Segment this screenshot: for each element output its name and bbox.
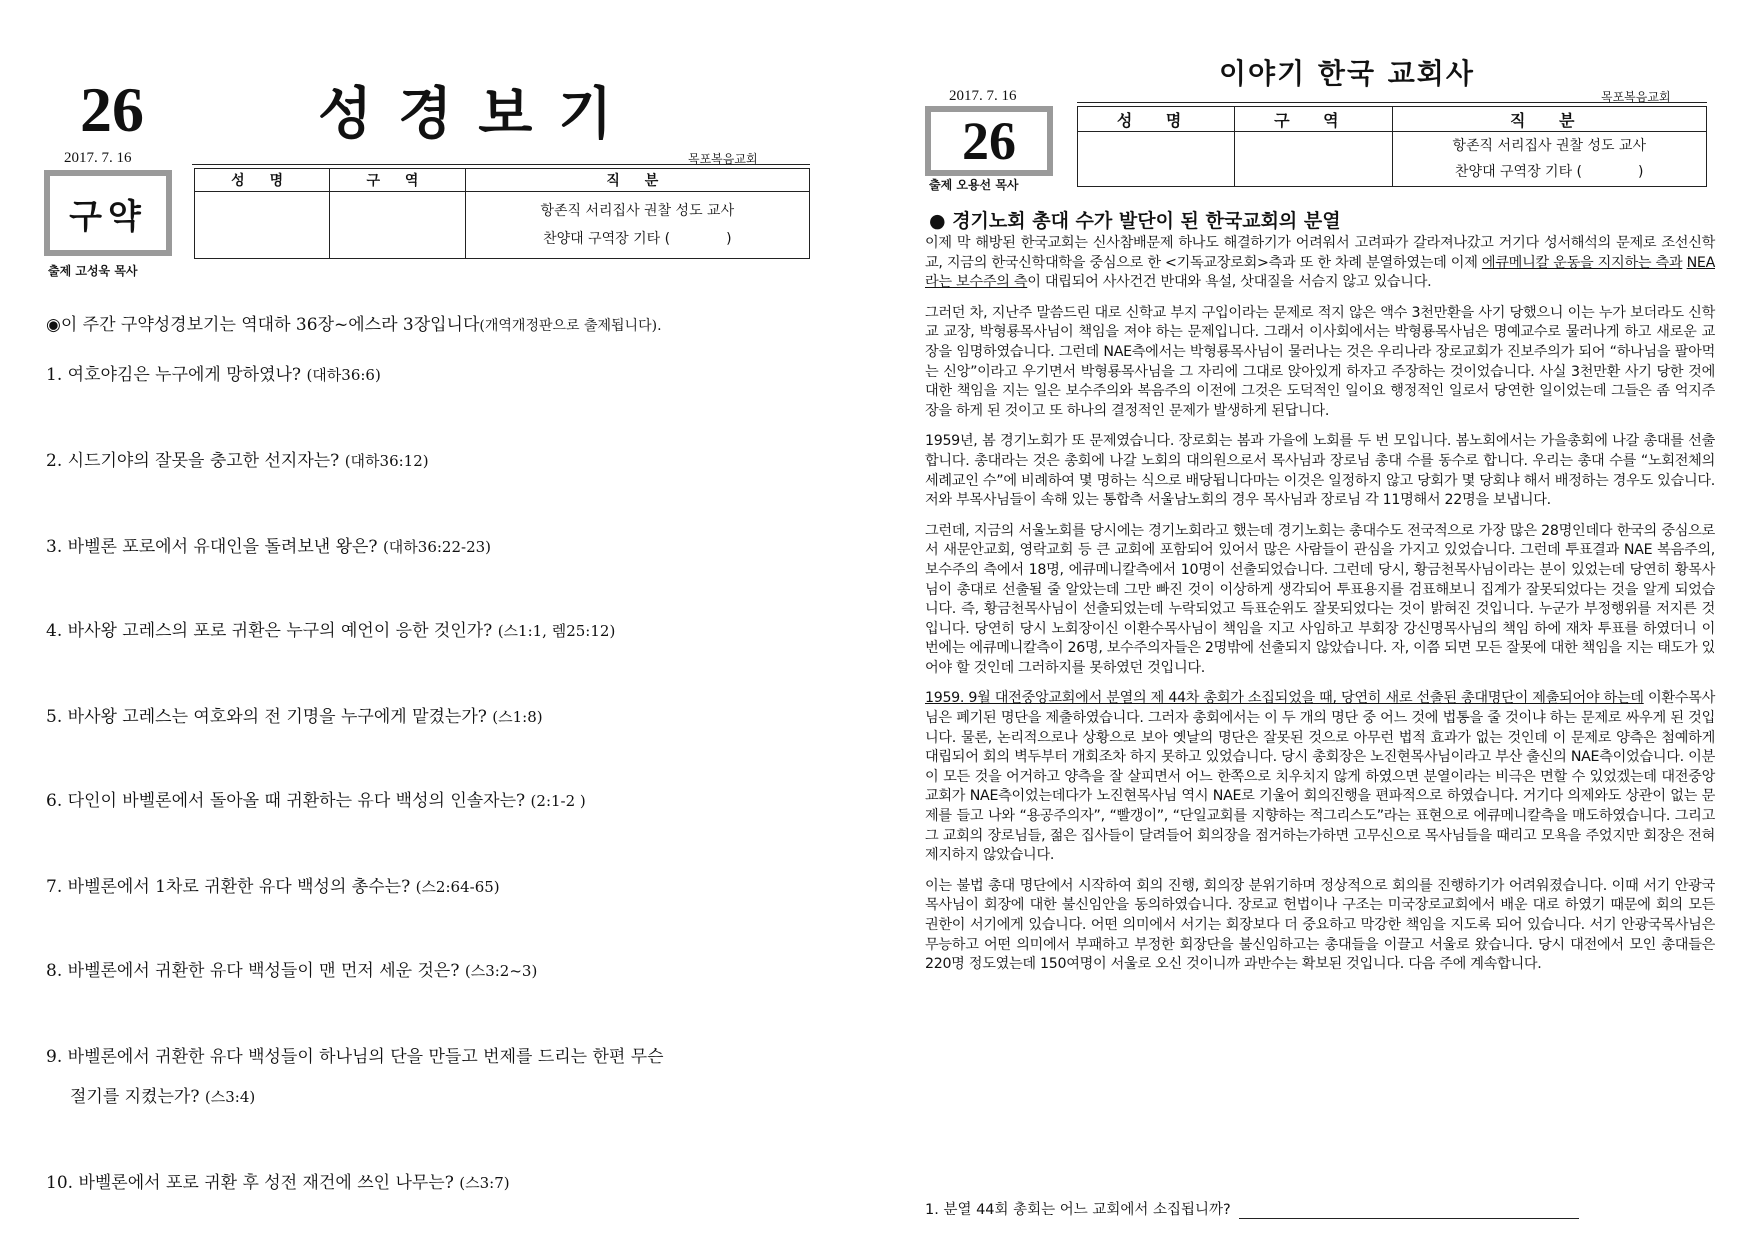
question-number: 9. <box>46 1047 63 1067</box>
position-options[interactable] <box>1392 132 1707 187</box>
page-title: 성경보기 <box>318 81 639 147</box>
question-ref: (스3:4) <box>204 1088 256 1106</box>
roles-line-2: 찬양대 구역장 기타 ( ) <box>543 231 732 247</box>
question-ref: (스3:7) <box>459 1174 510 1192</box>
intro-main: ◉이 주간 구약성경보기는 역대하 36장~에스라 3장입니다 <box>46 315 480 335</box>
question-text: 시드기야의 잘못을 충고한 선지자는? <box>67 451 345 471</box>
question-number: 10. <box>46 1173 74 1193</box>
question-7 <box>46 872 500 897</box>
info-table <box>1077 106 1707 187</box>
church-name: 목포복음교회 <box>688 152 758 166</box>
question-number: 7. <box>46 877 63 897</box>
issue-number: 26 <box>962 111 1016 171</box>
paragraph-4: 그런데, 지금의 서울노회를 당시에는 경기노회라고 했는데 경기노회는 총대수도 전국적으로 가장 많은 28명인데다 한국의 중심으로서 새문안교회, 영락교회 등 큰 교회에 포함되어 있어서 많은 사람들이 관심을 가지고 있었습니다. 그런데 투표결과 NAE 복음주의, 보수주의 측에서 18명, 에큐메니칼측에서 10명이 선출되었습니다. 그런데 당시, 황금천목사님이라는 분이 있었는데 당연히 황목사님이 총대로 선출될 줄 알았는데 그만 빠진 것이 이상하게 생각되어 투표용지를 검표해보니 집계가 잘못되었다는 것을 알게 되었습니다. 즉, 황금천목사님이 선출되었는데 누락되었고 득표순위도 잘못되었다는 것이 밝혀진 것입니다. 누군가 부정행위를 저지른 것입니다. 당연히 당시 노회장이신 이환수목사님이 책임을 지고 사임하고 부회장 강신명목사님의 책임 하에 재차 투표를 하였더니 이번에는 에큐메니칼측이 26명, 보수주의자들은 2명밖에 선출되지 않았습니다. 자, 이쯤 되면 모든 잘못에 대한 책임을 지는 태도가 있어야 할 것인데 그러하지를 못하였던 것입니다. <box>925 522 1715 676</box>
question-ref: (대하36:12) <box>344 452 429 470</box>
question-5 <box>46 702 543 727</box>
question-9 <box>46 1042 664 1067</box>
question-ref: (2:1-2 ) <box>530 792 586 810</box>
question-text: 바사왕 고레스는 여호와의 전 기명을 누구에게 맡겼는가? <box>67 707 493 727</box>
question-number: 2. <box>46 451 63 471</box>
question-8 <box>46 956 537 981</box>
question-number: 1. <box>46 365 63 385</box>
intro-text <box>46 310 662 335</box>
question-text: 여호야김은 누구에게 망하였나? <box>67 365 307 385</box>
question-1 <box>46 360 381 385</box>
issue-number-box <box>925 106 1053 176</box>
question-number: 6. <box>46 791 63 811</box>
question-text: 바벨론 포로에서 유대인을 돌려보낸 왕은? <box>67 537 383 557</box>
question-text: 바벨론에서 귀환한 유다 백성들이 하나님의 단을 만들고 번제를 드리는 한편 무슨 <box>67 1047 664 1067</box>
question-ref: (대하36:22-23) <box>382 538 492 556</box>
position-header: 직 분 <box>465 169 809 192</box>
position-header: 직 분 <box>1392 107 1707 132</box>
answer-blank[interactable] <box>1239 1204 1579 1219</box>
underlined-text: 1959. 9월 대전중앙교회에서 분열의 제 44차 총회가 소집되었을 때, 당연히 새로 선출된 총대명단이 제출되어야 하는데 <box>925 690 1644 707</box>
question-text: 바벨론에서 귀환한 유다 백성들이 맨 먼저 세운 것은? <box>67 961 465 981</box>
testament-label: 구약 <box>69 196 147 237</box>
question-text: 다인이 바벨론에서 돌아올 때 귀환하는 유다 백성의 인솔자는? <box>67 791 531 811</box>
question-number: 3. <box>46 537 63 557</box>
church-name: 목포복음교회 <box>1601 90 1671 104</box>
district-field[interactable] <box>1235 132 1392 187</box>
question-10 <box>46 1168 510 1193</box>
article-heading: ● 경기노회 총대 수가 발단이 된 한국교회의 분열 <box>929 210 1341 232</box>
issue-date: 2017. 7. 16 <box>949 88 1017 104</box>
question-ref: (스1:1, 렘25:12) <box>497 622 616 640</box>
intro-note: (개역개정판으로 출제됩니다). <box>479 318 662 334</box>
paragraph-5: 1959. 9월 대전중앙교회에서 분열의 제 44차 총회가 소집되었을 때, 당연히 새로 선출된 총대명단이 제출되어야 하는데 이환수목사님은 폐기된 명단을 제출하였습니다. 그러자 총회에서는 이 두 개의 명단 중 어느 것에 법통을 줄 것이냐 하는 문제로 싸우게 된 것입니다. 물론, 논리적으로나 상황으로 보아 옛날의 명단은 잘못된 것으로 아무런 법적 효과가 없는 것인데 이 문제로 양측은 첨예하게 대립되어 회의 벽두부터 개회조차 하지 못하고 있었습니다. 당시 총회장은 노진현목사님이라고 부산 출신의 NAE측이었습니다. 이분이 모든 것을 어거하고 양측을 잘 살피면서 어느 한쪽으로 치우치지 않게 하였으면 분열이라는 비극은 면할 수 있었겠는데 대전중앙교회가 NAE측이었는데다가 노진현목사님 역시 NAE로 기울어 회의진행을 편파적으로 하였습니다. 거기다 의제와도 상관이 없는 문제를 들고 나와 “용공주의자”, “빨갱이”, “단일교회를 지향하는 적그리스도”라는 표현으로 에큐메니칼측을 매도하였습니다. 그리고 그 교회의 장로님들, 젊은 집사들이 달려들어 회의장을 점거하는가하면 고무신으로 목사님들을 때리고 모욕을 주었지만 회장은 전혀 제지하지 않았습니다. <box>925 690 1715 864</box>
testament-box <box>44 170 172 256</box>
paragraph-2: 그러던 차, 지난주 말씀드린 대로 신학교 부지 구입이라는 문제로 적지 않은 액수 3천만환을 사기 당했으니 이는 누가 보더라도 신학교 교장, 박형룡목사님이 책임을 져야 하는 문제입니다. 그래서 이사회에서는 박형룡목사님은 명예교수로 물러나게 하고 새로운 교장을 임명하였습니다. 그런데 NAE측에서는 박형룡목사님이 물러나는 것은 우리나라 장로교회가 진보주의가 되어 “하나님을 팔아먹는 신앙”이라고 우기면서 박형룡목사님을 그 자리에 그대로 앉아있게 하자고 주장하는 것이었습니다. 사실 3천만환 사기 당한 것에 대한 책임을 지는 일은 보수주의와 복음주의 이전에 그것은 도덕적인 일이요 행정적인 일로서 당연한 일이었는데 그들은 좀 억지주장을 하게 된 것이고 또 하나의 결정적인 문제가 발생하게 된답니다. <box>925 304 1715 419</box>
district-header: 구 역 <box>1235 107 1392 132</box>
question-4 <box>46 616 615 641</box>
question-text: 바벨론에서 1차로 귀환한 유다 백성의 총수는? <box>67 877 416 897</box>
paragraph-6: 이는 불법 총대 명단에서 시작하여 회의 진행, 회의장 분위기하며 정상적으로 회의를 진행하기가 어려워졌습니다. 이때 서기 안광국목사님이 회장에 대한 불신임안을 동의하였습니다. 장로교 헌법이나 구조는 미국장로교회에서 배운 대로 하였기 때문에 회의 모든 권한이 서기에게 있습니다. 어떤 의미에서 서기는 회장보다 더 중요하고 막강한 책임을 지도록 되어 있습니다. 서기 안광국목사님은 무능하고 어떤 의미에서 부패하고 부정한 회장단을 불신임하고는 총대들을 이끌고 서울로 왔습니다. 당시 대전에서 모인 총대들은 220명 정도였는데 150여명이 서울로 오신 것이니까 과반수는 확보된 것입니다. 다음 주에 계속합니다. <box>925 877 1715 973</box>
district-field[interactable] <box>330 192 465 259</box>
author-credit: 출제 오용선 목사 <box>929 178 1019 192</box>
issue-date: 2017. 7. 16 <box>64 150 132 166</box>
question-ref: (대하36:6) <box>306 366 381 384</box>
header-divider <box>192 164 810 165</box>
question-3 <box>46 532 491 557</box>
question-ref: (스1:8) <box>492 708 543 726</box>
right-page <box>877 0 1754 1240</box>
info-table <box>194 168 810 259</box>
district-header: 구 역 <box>330 169 465 192</box>
underlined-text: NEA라는 보수주의 측 <box>925 254 1715 291</box>
name-field[interactable] <box>195 192 330 259</box>
position-options[interactable] <box>465 192 809 259</box>
name-header: 성 명 <box>195 169 330 192</box>
quiz-text: 1. 분열 44회 총회는 어느 교회에서 소집됩니까? <box>925 1202 1231 1218</box>
page-title: 이야기 한국 교회사 <box>1219 57 1475 90</box>
underlined-text: 에큐메니칼 운동을 지지하는 측과 <box>1481 254 1683 271</box>
question-2 <box>46 446 429 471</box>
roles-line-1: 항존직 서리집사 권찰 성도 교사 <box>1452 138 1647 154</box>
roles-line-1: 항존직 서리집사 권찰 성도 교사 <box>540 203 735 219</box>
question-6 <box>46 786 586 811</box>
header-divider <box>1077 102 1707 103</box>
question-ref: (스3:2~3) <box>464 962 538 980</box>
paragraph-3: 1959년, 봄 경기노회가 또 문제였습니다. 장로회는 봄과 가을에 노회를 두 번 모입니다. 봄노회에서는 가을총회에 나갈 총대를 선출합니다. 총대라는 것은 총회에 나갈 노회의 대의원으로서 목사님과 장로님 총대 수를 동수로 합니다. 우리는 총대 수를 “노회전체의 세례교인 수”에 비례하여 몇 명하는 식으로 배당됩니다마는 이것은 일정하지 않고 당회가 몇 당회냐 해서 배정하는 경우도 있습니다. 저와 부목사님들이 속해 있는 통합측 서울남노회의 경우 목사님과 장로님 각 11명해서 22명을 보냅니다. <box>925 433 1715 509</box>
name-header: 성 명 <box>1078 107 1235 132</box>
article-body <box>925 234 1715 986</box>
name-field[interactable] <box>1078 132 1235 187</box>
question-ref: (스2:64-65) <box>415 878 500 896</box>
question-number: 8. <box>46 961 63 981</box>
paragraph-1: 이제 막 해방된 한국교회는 신사참배문제 하나도 해결하기가 어려워서 고려파가 갈라져나갔고 거기다 성서해석의 문제로 조선신학교, 지금의 한국신학대학을 중심으로 한 <기독교장로회>측과 또 한 차례 분열하였는데 이제 에큐메니칼 운동을 지지하는 측과 NEA라는 보수주의 측이 대립되어 사사건건 반대와 욕설, 삿대질을 서슴지 않고 있습니다. <box>925 235 1715 291</box>
roles-line-2: 찬양대 구역장 기타 ( ) <box>1455 164 1644 180</box>
question-text: 바사왕 고레스의 포로 귀환은 누구의 예언이 응한 것인가? <box>67 621 498 641</box>
quiz-question <box>925 1198 1579 1219</box>
question-number: 4. <box>46 621 63 641</box>
issue-number: 26 <box>80 74 144 145</box>
question-text: 바벨론에서 포로 귀환 후 성전 재건에 쓰인 나무는? <box>78 1173 460 1193</box>
question-9-continued <box>70 1082 255 1107</box>
author-credit: 출제 고성욱 목사 <box>48 264 138 278</box>
question-text: 절기를 지켰는가? <box>70 1087 205 1107</box>
question-number: 5. <box>46 707 63 727</box>
